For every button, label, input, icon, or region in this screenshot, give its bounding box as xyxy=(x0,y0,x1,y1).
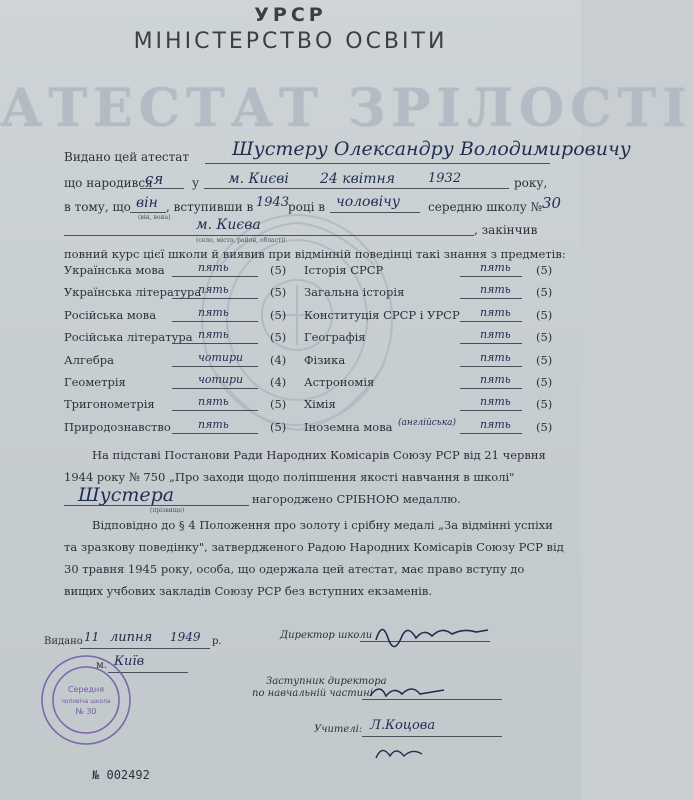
subject-name-right: Історія СРСР xyxy=(304,263,384,277)
grade-number-left: (5) xyxy=(270,330,287,345)
grade-underline-left xyxy=(172,410,258,411)
grade-word-right: пять xyxy=(480,305,511,319)
line3-b: , вступивши в xyxy=(166,200,254,214)
grade-number-right: (5) xyxy=(536,397,553,412)
subject-name-left: Українська мова xyxy=(64,263,165,277)
teacher-signature-2 xyxy=(372,740,432,764)
grade-number-right: (5) xyxy=(536,263,553,277)
rights-line4: вищих учбових закладів Союзу РСР без вступних екзаменів. xyxy=(64,584,433,598)
medal-line1: На підставі Постанови Ради Народних Комісарів Союзу РСР від 21 червня xyxy=(92,448,546,462)
date-underline xyxy=(80,648,210,649)
grade-word-right: пять xyxy=(480,261,511,274)
issued-footer-label: Видано xyxy=(44,636,83,647)
grade-underline-right xyxy=(460,433,522,434)
grade-underline-left xyxy=(172,298,258,299)
director-label: Директор школи xyxy=(280,630,373,641)
year-suffix: р. xyxy=(212,636,222,647)
director-signature xyxy=(372,618,492,648)
teachers-sign-line xyxy=(362,736,502,737)
subject-name-right: Хімія xyxy=(304,397,336,412)
gender-hint: (він, вона) xyxy=(138,214,171,221)
grade-word-left: пять xyxy=(198,417,229,431)
grade-word-left: чотири xyxy=(198,373,244,386)
line3-d: середню школу № xyxy=(428,200,542,214)
stamp-line1: Середня xyxy=(67,685,105,694)
subject-name-left: Українська література xyxy=(64,285,202,300)
subject-name-left: Природознавство xyxy=(64,419,171,434)
school-number: 30 xyxy=(542,194,562,212)
subject-name-right: Географія xyxy=(304,330,366,345)
grade-underline-right xyxy=(460,321,522,322)
teacher-signature-1: Л.Коцова xyxy=(370,718,436,733)
entry-year: 1943 xyxy=(256,195,290,210)
line3-a: в тому, що xyxy=(64,200,131,214)
grade-word-right: пять xyxy=(480,417,511,431)
grade-number-left: (5) xyxy=(270,263,287,277)
subject-name-right: Астрономія xyxy=(304,375,375,389)
rights-line3: 30 травня 1945 року, особа, що одержала цей атестат, має право вступу до xyxy=(64,562,525,576)
grade-underline-right xyxy=(460,298,522,299)
grade-underline-right xyxy=(460,410,522,411)
grade-underline-left xyxy=(172,433,258,434)
medal-line3: нагороджено СРІБНОЮ медаллю. xyxy=(252,492,461,506)
grade-number-left: (5) xyxy=(270,397,287,412)
grade-word-right: пять xyxy=(480,283,511,297)
grade-word-right: пять xyxy=(480,373,511,386)
stamp-line3: № 30 xyxy=(75,707,97,716)
born-underline-1 xyxy=(140,188,184,189)
grade-number-right: (5) xyxy=(536,285,553,300)
grade-underline-left xyxy=(172,366,258,367)
stamp-line2: чоловіча школа xyxy=(61,698,111,705)
grade-underline-right xyxy=(460,366,522,367)
school-type: чоловічу xyxy=(336,194,400,210)
rights-line1: Відповідно до § 4 Положення про золоту і срібну медалі „За відмінні успіхи xyxy=(92,518,553,532)
grade-underline-left xyxy=(172,321,258,322)
born-verb: ся xyxy=(145,170,164,188)
medal-name: Шустера xyxy=(78,484,175,506)
subject-name-left: Російська мова xyxy=(64,307,157,322)
grade-number-left: (5) xyxy=(270,285,287,300)
issue-day: 11 xyxy=(84,630,100,644)
subject-extra-right: (англійська) xyxy=(398,417,456,428)
subject-name-left: Алгебра xyxy=(64,352,114,367)
city-prefix: м. xyxy=(96,660,107,671)
grade-word-left: пять xyxy=(198,305,229,319)
grade-underline-left xyxy=(172,343,258,344)
subject-name-left: Геометрія xyxy=(64,375,126,389)
born-label: що народився xyxy=(64,176,153,190)
grade-word-left: пять xyxy=(198,328,229,342)
grade-word-right: пять xyxy=(480,350,511,364)
school-city: м. Києва xyxy=(196,217,261,233)
subject-name-right: Фізика xyxy=(304,352,346,367)
grade-number-right: (5) xyxy=(536,375,553,389)
subject-name-right: Іноземна мова xyxy=(304,419,393,434)
grade-word-left: пять xyxy=(198,283,229,297)
issue-city: Київ xyxy=(114,654,145,669)
birth-year: 1932 xyxy=(428,171,462,186)
teachers-label: Учителі: xyxy=(314,724,363,735)
birth-date: 24 квітня xyxy=(320,171,396,187)
grade-underline-left xyxy=(172,388,258,389)
grade-number-right: (5) xyxy=(536,330,553,345)
gender-word: він xyxy=(136,195,158,211)
issue-month: липня xyxy=(110,630,153,645)
student-name: Шустеру Олександру Володимировичу xyxy=(232,138,631,160)
grade-word-right: пять xyxy=(480,395,511,409)
finished-word: , закінчив xyxy=(474,223,538,237)
serial-number: 002492 xyxy=(106,768,150,782)
subject-name-right: Загальна історія xyxy=(304,285,405,300)
republic-heading: УРСР xyxy=(254,4,327,26)
grade-number-left: (5) xyxy=(270,419,287,434)
place-hint: (село, місто, район, області) xyxy=(196,237,286,244)
subject-name-left: Російська література xyxy=(64,330,193,345)
school-stamp xyxy=(36,650,136,750)
grade-underline-left xyxy=(172,276,258,277)
serial-number-label xyxy=(92,768,150,782)
medal-line2: 1944 року № 750 „Про заходи щодо поліпшення якості навчання в школі" xyxy=(64,470,515,484)
grade-number-left: (4) xyxy=(270,375,287,389)
rights-line2: та зразкову поведінку", затвердженого Радою Народних Комісарів Союзу РСР від xyxy=(64,540,564,554)
city-underline xyxy=(64,235,474,236)
ministry-heading: МІНІСТЕРСТВО ОСВІТИ xyxy=(133,29,448,54)
born-particle: у xyxy=(192,176,200,190)
gender-underline xyxy=(130,212,166,213)
name-underline xyxy=(205,163,550,164)
grade-word-left: пять xyxy=(198,261,229,274)
line3-c: році в xyxy=(288,200,326,214)
grade-underline-right xyxy=(460,388,522,389)
medal-name-hint: (прізвище) xyxy=(150,507,185,514)
grade-word-left: пять xyxy=(198,395,229,409)
issue-year: 1949 xyxy=(170,630,201,644)
grade-underline-right xyxy=(460,276,522,277)
grade-number-right: (5) xyxy=(536,307,553,322)
grade-number-right: (5) xyxy=(536,352,553,367)
birth-place: м. Києві xyxy=(228,171,289,187)
deputy-label: Заступник директора xyxy=(266,676,387,687)
grade-underline-right xyxy=(460,343,522,344)
grade-number-left: (5) xyxy=(270,307,287,322)
born-underline-2 xyxy=(204,188,509,189)
grade-number-left: (4) xyxy=(270,352,287,367)
deputy-label2: по навчальній частині xyxy=(252,688,373,699)
serial-number-prefix: № xyxy=(92,768,100,782)
year-word: року, xyxy=(514,176,548,190)
course-text: повний курс цієї школи й виявив при відмінній поведінці такі знання з предметів: xyxy=(64,247,566,261)
certificate-title: АТЕСТАТ ЗРІЛОСТІ xyxy=(0,78,693,139)
subject-name-left: Тригонометрія xyxy=(64,397,155,412)
school-type-underline xyxy=(330,212,420,213)
grade-number-right: (5) xyxy=(536,419,553,434)
deputy-signature xyxy=(368,678,448,704)
grade-word-left: чотири xyxy=(198,350,244,364)
issued-label: Видано цей атестат xyxy=(64,150,190,164)
subject-name-right: Конституція СРСР і УРСР xyxy=(304,307,460,322)
grade-word-right: пять xyxy=(480,328,511,342)
